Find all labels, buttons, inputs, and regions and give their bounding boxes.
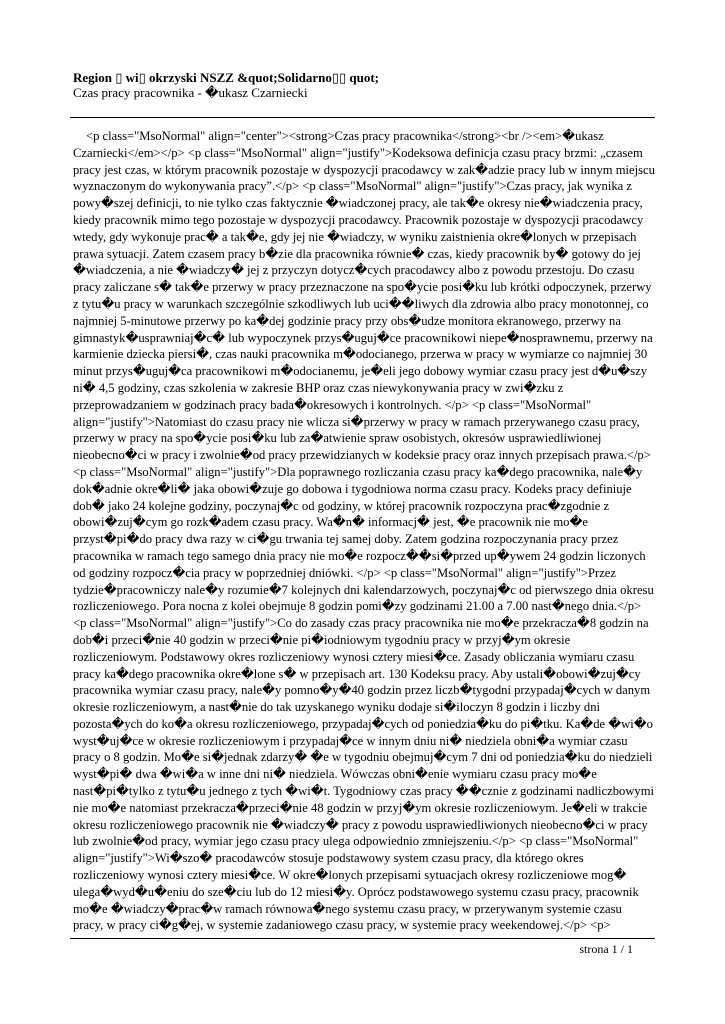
page-number: strona 1 / 1 [579,942,633,956]
document-title: Region ▯ wi▯ okrzyski NSZZ &quot;Solidarno▯▯ quot; [73,70,379,85]
header-divider [70,117,655,118]
document-subtitle: Czas pracy pracownika - �ukasz Czarniecki [73,85,308,100]
article-body: <p class="MsoNormal" align="center"><strong>Czas pracy pracownika</strong><br /><em>�ukasz Czarniecki</em></p> <p class="MsoNormal" align="justify">Kodeksowa definicja czasu pracy brzmi: „czasem pracy jest czas, w którym pracownik pozostaje w dyspozycji pracodawcy w zak�adzie pracy lub w innym miejscu wyznaczonym do wykonywania pracy”.</p> <p class="MsoNormal" align="justify">Czas pracy, jak wynika z powy�szej definicji, to nie tylko czas faktycznie �wiadczonej pracy, ale tak�e okresy nie�wiadczenia pracy, kiedy pracownik mimo tego pozostaje w dyspozycji pracodawcy. Pracownik pozostaje w dyspozycji pracodawcy wtedy, gdy wykonuje prac� a tak�e, gdy jej nie �wiadczy, w wyniku zaistnienia okre�lonych w przepisach prawa sytuacji. Zatem czasem pracy b�zie dla pracownika równie� czas, kiedy pracownik by� gotowy do jej �wiadczenia, a nie �wiadczy� jej z przyczyn dotycz�cych pracodawcy albo z powodu przestoju. Do czasu pracy zaliczane s� tak�e przerwy w pracy przeznaczone na spo�ycie posi�ku lub krótki odpoczynek, przerwy z tytu�u pracy w warunkach szczególnie szkodliwych lub uci��liwych dla zdrowia albo pracy monotonnej, co najmniej 5-minutowe przerwy po ka�dej godzinie pracy przy obs�udze monitora ekranowego, przerwy na gimnastyk�usprawniaj�c� lub wypoczynek przys�uguj�ce pracownikowi niepe�nosprawnemu, przerwy na karmienie dziecka piersi�, czas nauki pracownika m�odocianego, przerwa w pracy w wymiarze co najmniej 30 minut przys�uguj�ca pracownikowi m�odocianemu, je�eli jego dobowy wymiar czasu pracy jest d�u�szy ni� 4,5 godziny, czas szkolenia w zakresie BHP oraz czas niewykonywania pracy w zwi�zku z przeprowadzaniem w godzinach pracy bada�okresowych i kontrolnych. </p> <p class="MsoNormal" align="justify">Natomiast do czasu pracy nie wlicza si�przerwy w pracy w ramach przerywanego czasu pracy, przerwy w pracy na spo�ycie posi�ku lub za�atwienie spraw osobistych, okresów usprawiedliwionej nieobecno�ci w pracy i zwolnie�od pracy przewidzianych w kodeksie pracy oraz innych przepisach prawa.</p> <p class="MsoNormal" align="justify">Dla poprawnego rozliczania czasu pracy ka�dego pracownika, nale�y dok�adnie okre�li� jaka obowi�zuje go dobowa i tygodniowa norma czasu pracy. Kodeks pracy definiuje dob� jako 24 kolejne godziny, poczynaj�c od godziny, w której pracownik rozpoczyna prac�zgodnie z obowi�zuj�cym go rozk�adem czasu pracy. Wa�n� informacj� jest, �e pracownik nie mo�e przyst�pi�do pracy dwa razy w ci�gu trwania tej samej doby. Zatem godzina rozpoczynania pracy przez pracownika w ramach tego samego dnia pracy nie mo�e rozpocz��si�przed up�ywem 24 godzin liczonych od godziny rozpocz�cia pracy w poprzedniej dniówki. </p> <p class="MsoNormal" align="justify">Przez tydzie�pracowniczy nale�y rozumie�7 kolejnych dni kalendarzowych, poczynaj�c od pierwszego dnia okresu rozliczeniowego. Pora nocna z kolei obejmuje 8 godzin pomi�zy godzinami 21.00 a 7.00 nast�nego dnia.</p> <p class="MsoNormal" align="justify">Co do zasady czas pracy pracownika nie mo�e przekracza�8 godzin na dob�i przeci�nie 40 godzin w przeci�nie pi�iodniowym tygodniu pracy w przyj�ym okresie rozliczeniowym. Podstawowy okres rozliczeniowy wynosi cztery miesi�ce. Zasady obliczania wymiaru czasu pracy ka�dego pracownika okre�lone s� w przepisach art. 130 Kodeksu pracy. Aby ustali�obowi�zuj�cy pracownika wymiar czasu pracy, nale�y pomno�y�40 godzin przez liczb�tygodni przypadaj�cych w danym okresie rozliczeniowym, a nast�nie do tak uzyskanego wyniku dodaje si�iloczyn 8 godzin i liczby dni pozosta�ych do ko�a okresu rozliczeniowego, przypadaj�cych od poniedzia�ku do pi�tku. Ka�de �wi�o wyst�uj�ce w okresie rozliczeniowym i przypadaj�ce w innym dniu ni� niedziela obni�a wymiar czasu pracy o 8 godzin. Mo�e si�jednak zdarzy� �e w tygodniu obejmuj�cym 7 dni od poniedzia�ku do niedzieli wyst�pi� dwa �wi�a w inne dni ni� niedziela. Wówczas obni�enie wymiaru czasu pracy mo�e nast�pi�tylko z tytu�u jednego z tych �wi�t. Tygodniowy czas pracy ��cznie z godzinami nadliczbowymi nie mo�e natomiast przekracza�przeci�nie 48 godzin w przyj�ym okresie rozliczeniowym. Je�eli w trakcie okresu rozliczeniowego pracownik nie �wiadczy� pracy z powodu usprawiedliwionych nieobecno�ci w pracy lub zwolnie�od pracy, wymiar jego czasu pracy ulega odpowiednio zmniejszeniu.</p> <p class="MsoNormal" align="justify">Wi�szo� pracodawców stosuje podstawowy system czasu pracy, dla którego okres rozliczeniowy wynosi cztery miesi�ce. W okre�lonych przepisami sytuacjach okresy rozliczeniowe mog� ulega�wyd�u�eniu do sze�ciu lub do 12 miesi�y. Oprócz podstawowego systemu czasu pracy, pracownik mo�e �wiadczy�prac�w ramach równowa�nego systemu czasu pracy, w przerywanym systemie czasu pracy, w pracy ci�g�ej, w systemie zadaniowego czasu pracy, w systemie pracy weekendowej.</p> <p> [73,129,655,933]
footer-divider [70,938,655,939]
